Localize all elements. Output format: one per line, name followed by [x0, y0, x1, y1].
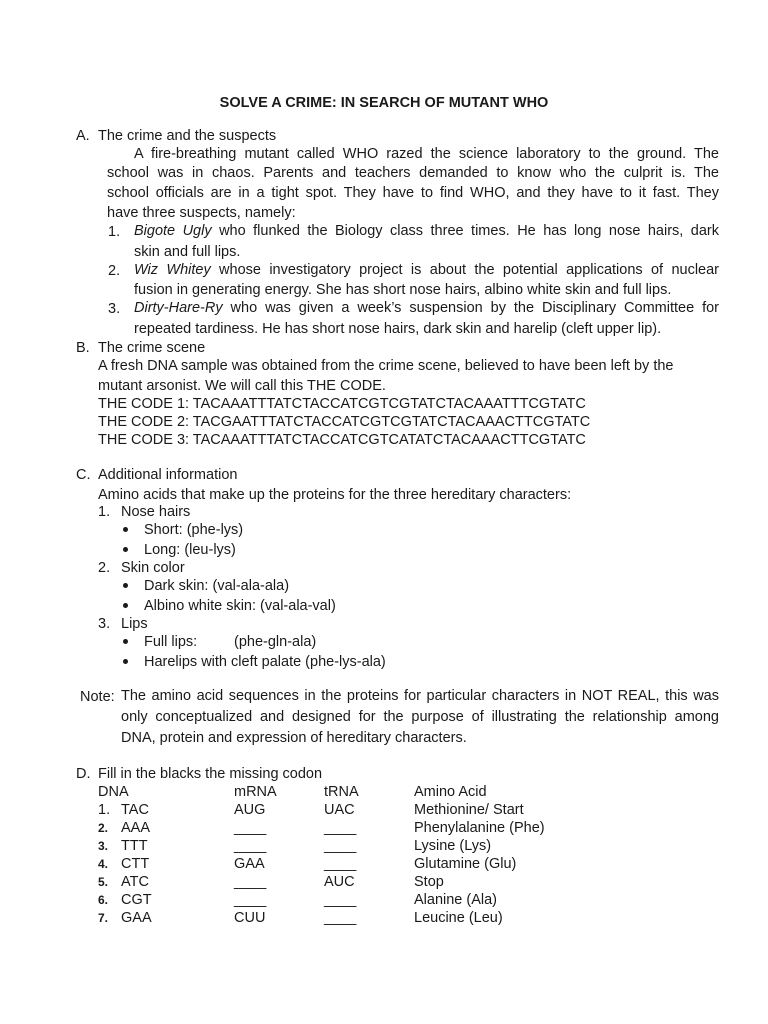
section-a-letter: A.: [76, 128, 90, 144]
table-cell-dna: CGT: [121, 892, 152, 908]
table-row-number: 6.: [98, 893, 109, 907]
table-cell-amino-acid: Leucine (Leu): [414, 910, 503, 926]
suspect-desc: whose investigatory project is about the potential applications of nuclear: [210, 262, 719, 278]
table-row-number: 7.: [98, 911, 109, 925]
note-line: The amino acid sequences in the proteins for particular characters in NOT REAL, this was: [121, 688, 719, 704]
table-header-amino-acid: Amino Acid: [414, 784, 487, 800]
trait-name: Lips: [121, 616, 148, 632]
table-cell-dna: TAC: [121, 802, 149, 818]
table-header-trna: tRNA: [324, 784, 359, 800]
suspect-line: fusion in generating energy. She has short nose hairs, albino white skin and full lips.: [134, 282, 672, 298]
bullet-icon: [123, 527, 128, 532]
bullet-icon: [123, 603, 128, 608]
trait-item: Full lips:: [144, 634, 198, 650]
table-cell-trna: ____: [324, 838, 357, 854]
trait-number: 1.: [98, 504, 111, 520]
section-b-letter: B.: [76, 340, 90, 356]
trait-name: Nose hairs: [121, 504, 191, 520]
trait-name: Skin color: [121, 560, 185, 576]
bullet-icon: [123, 659, 128, 664]
table-cell-dna: ATC: [121, 874, 149, 890]
note-line: only conceptualized and designed for the purpose of illustrating the relationship among: [121, 709, 719, 725]
table-cell-amino-acid: Glutamine (Glu): [414, 856, 517, 872]
table-cell-mrna: CUU: [234, 910, 266, 926]
table-cell-amino-acid: Phenylalanine (Phe): [414, 820, 545, 836]
table-cell-trna: ____: [324, 892, 357, 908]
table-cell-mrna: GAA: [234, 856, 265, 872]
section-d-heading: Fill in the blacks the missing codon: [98, 766, 323, 782]
table-row-number: 2.: [98, 821, 109, 835]
trait-item: Albino white skin: (val-ala-val): [144, 598, 336, 614]
code-line: THE CODE 1: TACAAATTTATCTACCATCGTCGTATCTACAAATTTCGTATC: [98, 396, 586, 412]
code-line: THE CODE 3: TACAAATTTATCTACCATCGTCATATCTACAAACTTCGTATC: [98, 432, 586, 448]
table-cell-trna: AUC: [324, 874, 355, 890]
table-row-number: 3.: [98, 839, 109, 853]
table-cell-dna: AAA: [121, 820, 151, 836]
table-row-number: 1.: [98, 802, 111, 818]
table-row-number: 4.: [98, 857, 109, 871]
trait-item: Long: (leu-lys): [144, 542, 236, 558]
section-d-letter: D.: [76, 766, 91, 782]
trait-item: Short: (phe-lys): [144, 522, 244, 538]
table-cell-mrna: AUG: [234, 802, 266, 818]
trait-item: Harelips with cleft palate (phe-lys-ala): [144, 654, 386, 670]
bullet-icon: [123, 639, 128, 644]
suspect-line: [134, 261, 719, 281]
suspect-name: Wiz Whitey: [134, 262, 211, 278]
section-c-intro: Amino acids that make up the proteins for the three hereditary characters:: [98, 487, 572, 503]
table-row-number: 5.: [98, 875, 109, 889]
trait-item: Dark skin: (val-ala-ala): [144, 578, 290, 594]
table-cell-amino-acid: Lysine (Lys): [414, 838, 492, 854]
suspect-desc: who was given a week’s suspension by the Disciplinary Committee for: [222, 300, 719, 316]
section-a-para-line: have three suspects, namely:: [107, 205, 296, 221]
code-line: THE CODE 2: TACGAATTTATCTACCATCGTCGTATCTACAAACTTCGTATC: [98, 414, 591, 430]
suspect-number: 2.: [108, 263, 121, 279]
table-header-dna: DNA: [98, 784, 129, 800]
section-a-para-line: school officials are in a tight spot. They have to find WHO, and they have to it fast. They: [107, 185, 719, 201]
suspect-number: 3.: [108, 301, 121, 317]
note-line: DNA, protein and expression of hereditary characters.: [121, 730, 467, 746]
trait-number: 2.: [98, 560, 111, 576]
suspect-name: Bigote Ugly: [134, 223, 212, 239]
suspect-desc: who flunked the Biology class three times. He has long nose hairs, dark: [211, 223, 719, 239]
table-cell-mrna: ____: [234, 892, 267, 908]
table-cell-trna: ____: [324, 910, 357, 926]
note-label: Note:: [80, 689, 115, 705]
table-cell-amino-acid: Methionine/ Start: [414, 802, 524, 818]
suspect-number: 1.: [108, 224, 121, 240]
suspect-name: Dirty-Hare-Ry: [134, 300, 223, 316]
table-cell-mrna: ____: [234, 838, 267, 854]
table-cell-dna: GAA: [121, 910, 152, 926]
trait-item-value: (phe-gln-ala): [234, 634, 317, 650]
section-c-heading: Additional information: [98, 467, 238, 483]
trait-number: 3.: [98, 616, 111, 632]
suspect-line: skin and full lips.: [134, 244, 241, 260]
table-cell-trna: UAC: [324, 802, 355, 818]
section-c-letter: C.: [76, 467, 91, 483]
section-a-para-line: A fire-breathing mutant called WHO razed the science laboratory to the ground. The: [134, 146, 719, 162]
table-cell-dna: CTT: [121, 856, 150, 872]
table-cell-amino-acid: Alanine (Ala): [414, 892, 498, 908]
table-cell-mrna: ____: [234, 820, 267, 836]
bullet-icon: [123, 547, 128, 552]
suspect-line: repeated tardiness. He has short nose hairs, dark skin and harelip (cleft upper lip).: [134, 321, 662, 337]
section-b-heading: The crime scene: [98, 340, 206, 356]
bullet-icon: [123, 583, 128, 588]
table-cell-dna: TTT: [121, 838, 148, 854]
section-b-text: A fresh DNA sample was obtained from the crime scene, believed to have been left by the: [98, 358, 674, 374]
table-cell-trna: ____: [324, 856, 357, 872]
section-a-para-line: school was in chaos. Parents and teachers demanded to know who the culprit is. The: [107, 165, 719, 181]
table-header-mrna: mRNA: [234, 784, 277, 800]
section-b-text: mutant arsonist. We will call this THE CODE.: [98, 378, 386, 394]
table-cell-mrna: ____: [234, 874, 267, 890]
table-cell-amino-acid: Stop: [414, 874, 444, 890]
table-cell-trna: ____: [324, 820, 357, 836]
suspect-line: [134, 222, 719, 242]
section-a-heading: The crime and the suspects: [98, 128, 277, 144]
page-title: SOLVE A CRIME: IN SEARCH OF MUTANT WHO: [219, 95, 549, 111]
suspect-line: [134, 299, 719, 319]
